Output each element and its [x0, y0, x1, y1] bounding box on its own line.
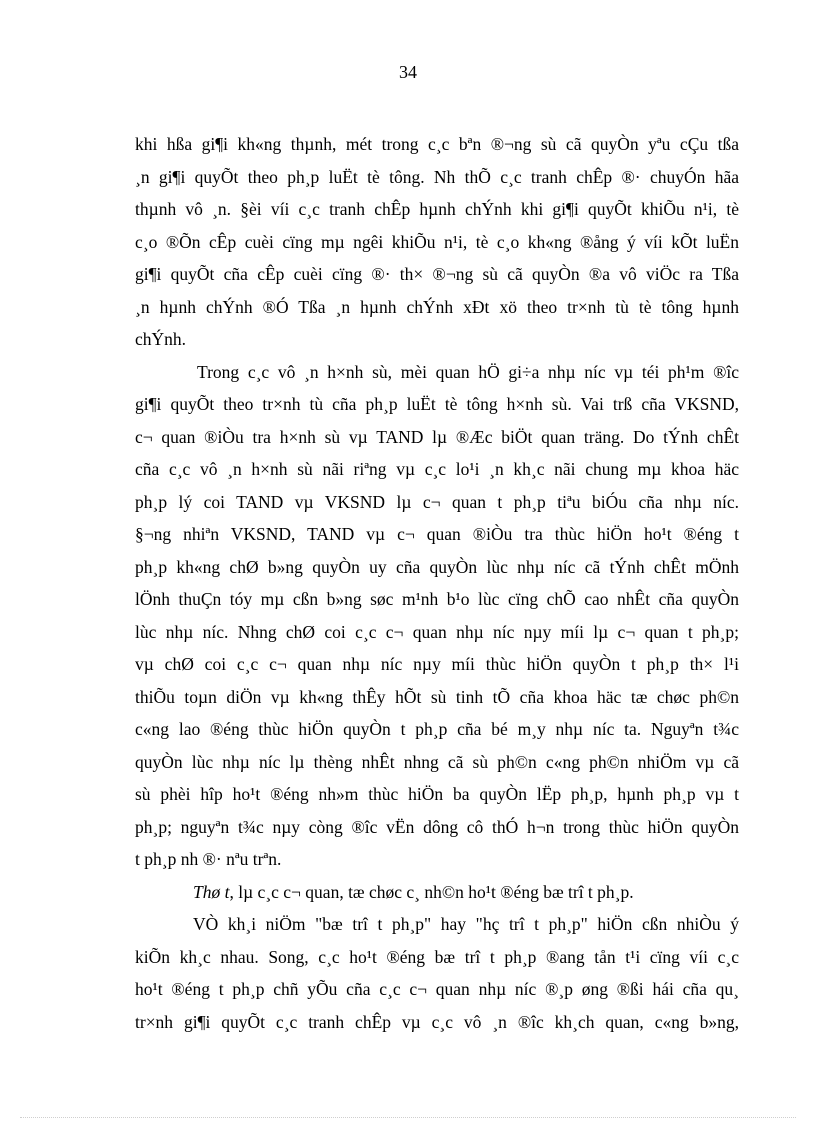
text-line: §¬ng nhiªn VKSND, TAND vµ c¬ quan ®iÒu tra thùc hiÖn ho¹t ®éng t — [135, 524, 739, 544]
text-line: ph¸p kh«ng chØ b»ng quyÒn uy cña quyÒn lùc nhµ níc cã tÝnh chÊt mÖnh — [135, 556, 739, 577]
text-line: khi hßa gi¶i kh«ng thµnh, mét trong c¸c bªn ®¬ng sù cã quyÒn yªu cÇu tßa — [135, 134, 739, 154]
italic-lead: Thø t — [193, 881, 230, 902]
text-line: quyÒn lùc nhµ níc lµ thèng nhÊt nhng cã sù ph©n c«ng ph©n nhiÖm vµ cã — [135, 751, 739, 772]
text-line: thiÕu toµn diÖn vµ kh«ng thÊy hÕt sù tinh tÕ cña khoa häc tæ chøc ph©n — [135, 686, 739, 707]
paragraph-first-line: Trong c¸c vô ¸n h×nh sù, mèi quan hÖ gi÷a nhµ níc vµ téi ph¹m ®îc — [197, 361, 739, 382]
text-line: thµnh vô ¸n. §èi víi c¸c tranh chÊp hµnh chÝnh khi gi¶i quyÕt khiÕu n¹i, tè — [135, 199, 739, 219]
text-line: ph¸p lý coi TAND vµ VKSND lµ c¬ quan t ph¸p tiªu biÓu cña nhµ níc. — [135, 491, 739, 512]
text-line: c¸o ®Õn cÊp cuèi cïng mµ ngêi khiÕu n¹i, tè c¸o kh«ng ®ång ý víi kÕt luËn — [135, 231, 739, 252]
text-line: ¸n gi¶i quyÕt theo ph¸p luËt tè tông. Nh thÕ c¸c tranh chÊp ®· chuyÓn hãa — [135, 166, 739, 187]
heading-rest: , lµ c¸c c¬ quan, tæ chøc c¸ nh©n ho¹t ®éng bæ trî t ph¸p. — [229, 881, 634, 902]
text-line: chÝnh. — [135, 329, 187, 349]
text-line: lÖnh thuÇn tóy mµ cßn b»ng søc m¹nh b¹o lùc cïng chÕ cao nhÊt cña quyÒn — [135, 589, 739, 609]
text-line: vµ chØ coi c¸c c¬ quan nhµ níc nµy míi thùc hiÖn quyÒn t ph¸p th× l¹i — [135, 654, 739, 674]
footer-rule — [20, 1117, 796, 1118]
text-line: cña c¸c vô ¸n h×nh sù nãi riªng vµ c¸c lo¹i ¸n kh¸c nãi chung mµ khoa häc — [135, 459, 739, 479]
paragraph-first-line: VÒ kh¸i niÖm "bæ trî t ph¸p" hay "hç trî t ph¸p" hiÖn cßn nhiÒu ý — [193, 914, 739, 934]
text-line: lùc nhµ níc. Nhng chØ coi c¸c c¬ quan nhµ níc nµy míi lµ c¬ quan t ph¸p; — [135, 621, 739, 642]
italic-heading-line — [135, 876, 739, 909]
text-line: kiÕn kh¸c nhau. Song, c¸c ho¹t ®éng bæ trî t ph¸p ®ang tån t¹i cïng víi c¸c — [135, 946, 739, 967]
text-line: c«ng lao ®éng thùc hiÖn quyÒn t ph¸p cña bé m¸y nhµ níc ta. Nguyªn t¾c — [135, 719, 739, 739]
text-line: tr×nh gi¶i quyÕt c¸c tranh chÊp vµ c¸c vô ¸n ®îc kh¸ch quan, c«ng b»ng, — [135, 1011, 739, 1032]
text-line: ph¸p; nguyªn t¾c nµy còng ®îc vËn dông cô thÓ h¬n trong thùc hiÖn quyÒn — [135, 816, 739, 837]
text-line: sù phèi hîp ho¹t ®éng nh»m thùc hiÖn ba quyÒn lËp ph¸p, hµnh ph¸p vµ t — [135, 784, 739, 804]
text-line: t ph¸p nh ®· nªu trªn. — [135, 849, 282, 869]
text-line: gi¶i quyÕt theo tr×nh tù cña ph¸p luËt tè tông h×nh sù. Vai trß cña VKSND, — [135, 394, 739, 414]
text-line: ho¹t ®éng t ph¸p chñ yÕu cña c¸c c¬ quan nhµ níc ®¸p øng ®ßi hái cña qu¸ — [135, 979, 739, 999]
text-line: c¬ quan ®iÒu tra h×nh sù vµ TAND lµ ®Æc biÖt quan träng. Do tÝnh chÊt — [135, 426, 739, 447]
text-line: gi¶i quyÕt cña cÊp cuèi cïng ®· th× ®¬ng sù cã quyÒn ®a vô viÖc ra Tßa — [135, 264, 739, 284]
body-text — [135, 128, 739, 1038]
page-number: 34 — [399, 62, 417, 82]
text-line: ¸n hµnh chÝnh ®Ó Tßa ¸n hµnh chÝnh xÐt xö theo tr×nh tù tè tông hµnh — [135, 296, 739, 317]
